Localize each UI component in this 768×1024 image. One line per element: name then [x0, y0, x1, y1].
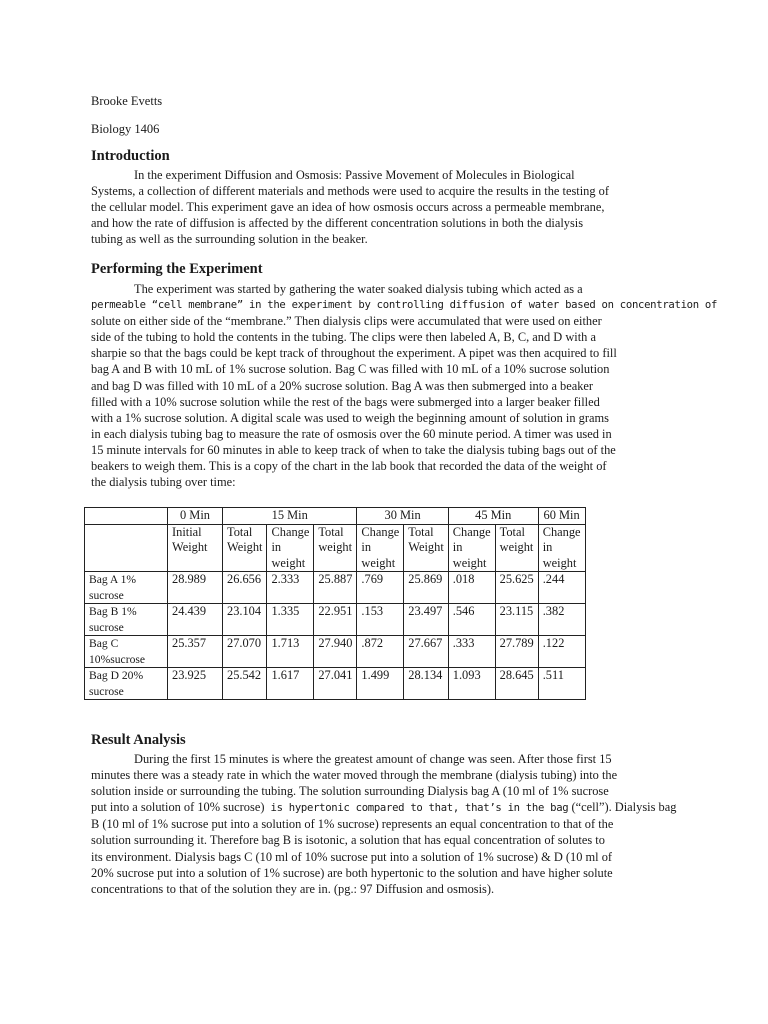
table-row — [85, 572, 586, 604]
table-cell: .511 — [538, 668, 585, 700]
table-cell: .546 — [448, 604, 495, 636]
table-cell: 27.667 — [404, 636, 448, 668]
table-cell: .018 — [448, 572, 495, 604]
table-row — [85, 668, 586, 700]
row-label: sucrose — [89, 588, 124, 602]
table-cell: 1.713 — [267, 636, 314, 668]
table-header-cell: 45 Min — [448, 508, 538, 525]
table-cell: 23.104 — [223, 604, 267, 636]
results-heading: Result Analysis — [91, 732, 186, 748]
table-cell: 27.041 — [314, 668, 357, 700]
row-label: Bag A 1% — [89, 573, 137, 586]
weight-data-table — [84, 507, 586, 700]
subheader-text: Change — [271, 524, 310, 539]
table-row — [85, 636, 586, 668]
table-header-cell: 30 Min — [357, 508, 448, 525]
table-subheader-cell — [168, 524, 223, 572]
performing-heading: Performing the Experiment — [91, 261, 263, 277]
table-cell: 23.925 — [168, 668, 223, 700]
subheader-text: Weight — [408, 540, 444, 554]
subheader-text: Total — [408, 524, 434, 539]
table-cell: .244 — [538, 572, 585, 604]
row-label: Bag D 20% — [89, 669, 144, 682]
paragraph-line: filled with a 10% sucrose solution while the rest of the bags were submerged into a larger beaker filled — [91, 394, 600, 409]
table-cell: 2.333 — [267, 572, 314, 604]
table-cell: .333 — [448, 636, 495, 668]
paragraph-line: and how the rate of diffusion is affected by the different concentration solutions in both the dialysis — [91, 216, 584, 231]
subheader-text: weight — [318, 540, 353, 554]
introduction-paragraph — [91, 167, 681, 247]
paragraph-line: sharpie so that the bags could be kept track of throughout the experiment. A pipet was then acquired to fill — [91, 346, 617, 361]
subheader-text: Change — [361, 524, 400, 539]
table-cell: 27.940 — [314, 636, 357, 668]
table-subheader-row — [85, 524, 586, 572]
table-cell: 27.070 — [223, 636, 267, 668]
table-header-cell: 60 Min — [538, 508, 585, 525]
subheader-text: Weight — [172, 540, 208, 554]
paragraph-line: tubing as well as the surrounding solution in the beaker. — [91, 232, 368, 247]
subheader-text: Weight — [227, 540, 263, 554]
paragraph-line: The experiment was started by gathering the water soaked dialysis tubing which acted as a — [134, 282, 583, 296]
paragraph-line: with a 1% sucrose solution. A digital scale was used to weigh the beginning amount of solution in grams — [91, 410, 609, 425]
paragraph-line: permeable “cell membrane” in the experiment by controlling diffusion of water based on concentration of — [91, 299, 718, 312]
introduction-heading: Introduction — [91, 148, 170, 164]
paragraph-line: beakers to weigh them. This is a copy of the chart in the lab book that recorded the data of the weight of — [91, 459, 607, 474]
performing-paragraph — [91, 281, 718, 490]
table-cell: 25.357 — [168, 636, 223, 668]
row-label: Bag C — [89, 637, 119, 650]
table-subheader-cell — [357, 524, 404, 572]
subheader-text: weight — [452, 555, 487, 570]
subheader-text: Total — [318, 524, 344, 539]
table-cell: .382 — [538, 604, 585, 636]
table-cell: 28.134 — [404, 668, 448, 700]
subheader-text: weight — [499, 540, 534, 554]
paragraph-line: solute on either side of the “membrane.” Then dialysis clips were accumulated that were used on either — [91, 314, 602, 329]
row-label-cell — [85, 636, 168, 668]
paragraph-line: During the first 15 minutes is where the greatest amount of change was seen. After those first 15 — [134, 752, 612, 766]
table-row — [85, 604, 586, 636]
row-label: sucrose — [89, 620, 124, 634]
table-header-row — [85, 508, 586, 525]
table-subheader-cell — [314, 524, 357, 572]
subheader-text: weight — [542, 555, 577, 570]
table-cell: 28.989 — [168, 572, 223, 604]
table-cell: .122 — [538, 636, 585, 668]
subheader-text: in — [271, 540, 282, 554]
table-cell: 24.439 — [168, 604, 223, 636]
row-label: sucrose — [89, 684, 124, 698]
subheader-text: Initial — [172, 524, 202, 539]
table-cell: .769 — [357, 572, 404, 604]
paragraph-line: In the experiment Diffusion and Osmosis: Passive Movement of Molecules in Biological — [134, 168, 575, 182]
subheader-text: weight — [271, 555, 306, 570]
table-cell: 27.789 — [495, 636, 538, 668]
table-subheader-cell — [404, 524, 448, 572]
paragraph-fragment: put into a solution of 10% sucrose) — [91, 800, 265, 815]
course-name: Biology 1406 — [91, 122, 160, 136]
paragraph-line: in each dialysis tubing bag to measure the rate of osmosis over the 60 minute period. A timer was used in — [91, 426, 612, 441]
paragraph-line: and bag D was filled with 10 mL of a 20% sucrose solution. Bag A was then submerged into a beaker — [91, 378, 594, 393]
table-cell: 25.625 — [495, 572, 538, 604]
paragraph-line: 20% sucrose put into a solution of 1% sucrose) are both hypertonic to the solution and have higher solute — [91, 865, 613, 880]
row-label-cell — [85, 604, 168, 636]
paragraph-line: 15 minute intervals for 60 minutes in able to keep track of when to take the dialysis tubing bags out of the — [91, 442, 616, 457]
paragraph-line: concentrations to that of the solution they are in. (pg.: 97 Diffusion and osmosis). — [91, 881, 495, 896]
table-cell: 28.645 — [495, 668, 538, 700]
paragraph-line: the cellular model. This experiment gave an idea of how osmosis occurs across a permeable membrane, — [91, 200, 605, 215]
table-subheader-cell — [538, 524, 585, 572]
table-subheader-cell — [267, 524, 314, 572]
paragraph-fragment: is hypertonic compared to that, that’s in the bag — [264, 802, 569, 815]
table-cell: 23.497 — [404, 604, 448, 636]
table-cell: 1.499 — [357, 668, 404, 700]
paragraph-line: bag A and B with 10 mL of 1% sucrose solution. Bag C was filled with 10 mL of a 10% sucrose solution — [91, 362, 610, 377]
row-label-cell — [85, 572, 168, 604]
subheader-text: Total — [499, 524, 525, 539]
row-label: Bag B 1% — [89, 605, 137, 618]
subheader-text: in — [361, 540, 372, 554]
table-header-cell: 0 Min — [168, 508, 223, 525]
author-name: Brooke Evetts — [91, 94, 163, 108]
paragraph-line: side of the tubing to hold the contents in the tubing. The clips were then labeled A, B, C, and D with a — [91, 330, 596, 345]
table-cell: 1.093 — [448, 668, 495, 700]
subheader-text: Change — [542, 524, 581, 539]
paragraph-line: minutes there was a steady rate in which the water moved through the membrane (dialysis tubing) into the — [91, 768, 618, 783]
subheader-text: Change — [452, 524, 491, 539]
table-cell — [85, 524, 168, 572]
table-cell: 1.617 — [267, 668, 314, 700]
table-subheader-cell — [448, 524, 495, 572]
table-corner-cell — [85, 508, 168, 525]
subheader-text: Total — [227, 524, 253, 539]
subheader-text: weight — [361, 555, 396, 570]
table-header-cell: 15 Min — [223, 508, 357, 525]
results-paragraph — [91, 751, 681, 897]
table-cell: 23.115 — [495, 604, 538, 636]
table-subheader-cell — [223, 524, 267, 572]
row-label: 10%sucrose — [89, 652, 146, 666]
table-cell: 25.542 — [223, 668, 267, 700]
table-cell: .153 — [357, 604, 404, 636]
paragraph-line: solution inside or surrounding the tubing. The solution surrounding Dialysis bag A (10 ml of 1% sucrose — [91, 784, 609, 799]
table-cell: 22.951 — [314, 604, 357, 636]
paragraph-line: its environment. Dialysis bags C (10 ml of 10% sucrose put into a solution of 1% sucrose) & D (10 ml of — [91, 849, 613, 864]
paragraph-line: B (10 ml of 1% sucrose put into a solution of 1% sucrose) represents an equal concentration to that of the — [91, 817, 614, 832]
table-cell: 25.887 — [314, 572, 357, 604]
table-cell: 1.335 — [267, 604, 314, 636]
table-cell: 25.869 — [404, 572, 448, 604]
subheader-text: in — [452, 540, 463, 554]
paragraph-fragment: (“cell”). Dialysis bag — [568, 800, 677, 815]
paragraph-line: solution surrounding it. Therefore bag B is isotonic, a solution that has equal concentration of solutes to — [91, 833, 605, 848]
paragraph-line: the dialysis tubing over time: — [91, 475, 236, 490]
table-cell: 26.656 — [223, 572, 267, 604]
row-label-cell — [85, 668, 168, 700]
table-cell: .872 — [357, 636, 404, 668]
subheader-text: in — [542, 540, 553, 554]
paragraph-line: Systems, a collection of different materials and methods were used to acquire the results in the testing of — [91, 184, 609, 199]
paragraph-line — [91, 799, 681, 816]
table-subheader-cell — [495, 524, 538, 572]
